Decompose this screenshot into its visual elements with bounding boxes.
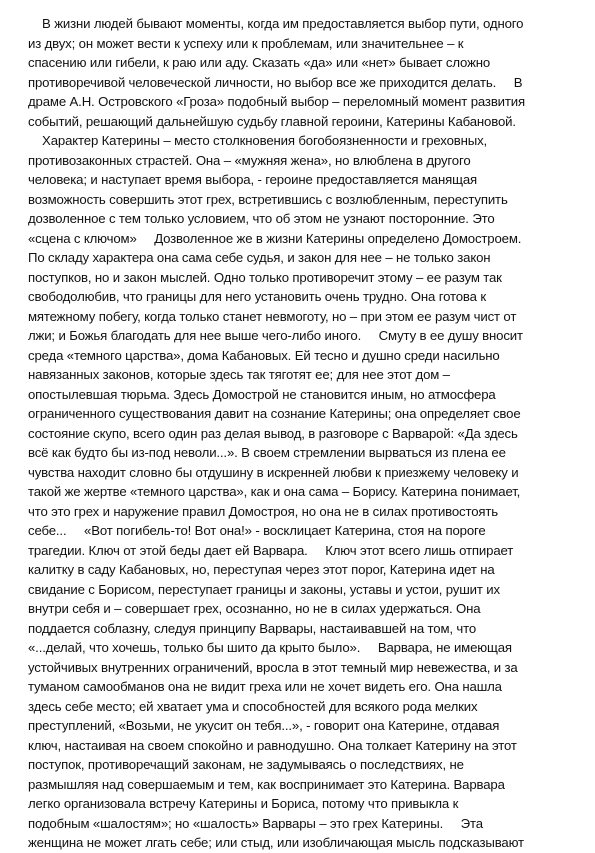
text-line: событий, решающий дальнейшую судьбу главной героини, Катерины Кабановой. (28, 113, 516, 129)
text-line: лжи; и Божья благодать для нее выше чего-либо иного. Смуту в ее душу вносит (28, 328, 523, 343)
text-line: внутри себя и – совершает грех, осознанно, но не в силах удержаться. Она (28, 601, 481, 616)
text-line: навязанных законов, которые здесь так тяготят ее; для нее этот дом – (28, 367, 450, 382)
text-line: дозволенное с тем только условием, что об этом не узнают посторонние. Это (28, 211, 495, 226)
text-line: «сцена с ключом» Дозволенное же в жизни Катерины определено Домостроем. (28, 230, 522, 246)
text-line: такой же жертве «темного царства», как и она сама – Борису. Катерина понимает, (28, 484, 521, 499)
text-line: преступлений, «Возьми, не укусит он тебя...», - говорит она Катерине, отдавая (28, 718, 500, 733)
text-line: что это грех и наружение правил Домостроя, но она не в силах противостоять (28, 503, 499, 519)
text-line: подобным «шалостям»; но «шалость» Варвары – это грех Катерины. Эта (28, 815, 483, 831)
paragraph (28, 14, 573, 131)
text-line: калитку в саду Кабановых, но, переступая через этот порог, Катерина идет на (28, 562, 495, 577)
text-line: возможность совершить этот грех, встретившись с возлюбленным, переступить (28, 191, 508, 207)
text-line: всё как будто бы из-под неволи...». В своем стремлении вырваться из плена ее (28, 445, 506, 460)
text-line: Характер Катерины – место столкновения богобоязненности и греховных, (28, 133, 488, 148)
text-line: размышляя над совершаемым и тем, как воспринимает это Катерина. Варвара (28, 776, 505, 792)
text-line: По складу характера она сама себе судья, и закон для нее – не только закон (28, 250, 491, 265)
text-line: легко организовала встречу Катерины и Бориса, потому что привыкла к (28, 796, 459, 811)
text-line: человека; и наступает время выбора, - героине предоставляется манящая (28, 172, 477, 187)
text-line: опостылевшая тюрьма. Здесь Домострой не становится иным, но атмосфера (28, 386, 496, 402)
document-body (28, 14, 573, 853)
paragraph (28, 131, 573, 853)
text-line: устойчивых внутренних ограничений, вросла в этот темный мир невежества, и за (28, 659, 518, 675)
text-line: противоречивой человеческой личности, но выбор все же приходится делать. В (28, 74, 523, 90)
text-line: спасению или гибели, к раю или аду. Сказать «да» или «нет» бывает сложно (28, 55, 491, 70)
text-line: свободолюбив, что границы для него установить очень трудно. Она готова к (28, 289, 486, 304)
text-line: поступок, противоречащий законам, не задумываясь о последствиях, не (28, 757, 464, 772)
text-line: состояние скупо, всего один раз делая вывод, в разговоре с Варварой: «Да здесь (28, 425, 518, 441)
text-line: себе... «Вот погибель-то! Вот она!» - восклицает Катерина, стоя на пороге (28, 523, 486, 538)
text-line: из двух; он может вести к успеху или к проблемам, или значительнее – к (28, 35, 464, 51)
text-line: противозаконных страстей. Она – «мужняя жена», но влюблена в другого (28, 152, 471, 168)
text-line: мятежному побегу, когда только станет невмоготу, но – при этом ее разум чист от (28, 308, 517, 324)
text-line: «...делай, что хочешь, только бы шито да крыто было». Варвара, не имеющая (28, 640, 512, 655)
text-line: ключ, настаивая на своем спокойно и равнодушно. Она толкает Катерину на этот (28, 737, 517, 753)
text-line: здесь себе место; ей хватает ума и способностей для всякого рода мелких (28, 698, 478, 714)
text-line: чувства находит словно бы отдушину в искренней любви к приезжему человеку и (28, 464, 519, 480)
text-line: ограниченного существования давит на сознание Катерины; она определяет свое (28, 406, 521, 421)
text-line: трагедии. Ключ от этой беды дает ей Варвара. Ключ этот всего лишь отпирает (28, 542, 514, 558)
text-line: туманом самообманов она не видит греха или не хочет видеть его. Она нашла (28, 679, 502, 694)
text-line: среда «темного царства», дома Кабановых. Ей тесно и душно среди насильно (28, 347, 500, 363)
text-line: В жизни людей бывают моменты, когда им предоставляется выбор пути, одного (28, 16, 524, 31)
text-line: женщина не может лгать себе; или стыд, или изобличающая мысль подсказывают (28, 835, 524, 850)
text-line: драме А.Н. Островского «Гроза» подобный выбор – переломный момент развития (28, 94, 525, 109)
text-line: поступков, но и закон мыслей. Одно только противоречит этому – ее разум так (28, 269, 502, 285)
text-line: поддается соблазну, следуя принципу Варвары, настаивавшей на том, что (28, 620, 477, 636)
text-line: свидание с Борисом, переступает границы и законы, уставы и устои, рушит их (28, 581, 500, 597)
